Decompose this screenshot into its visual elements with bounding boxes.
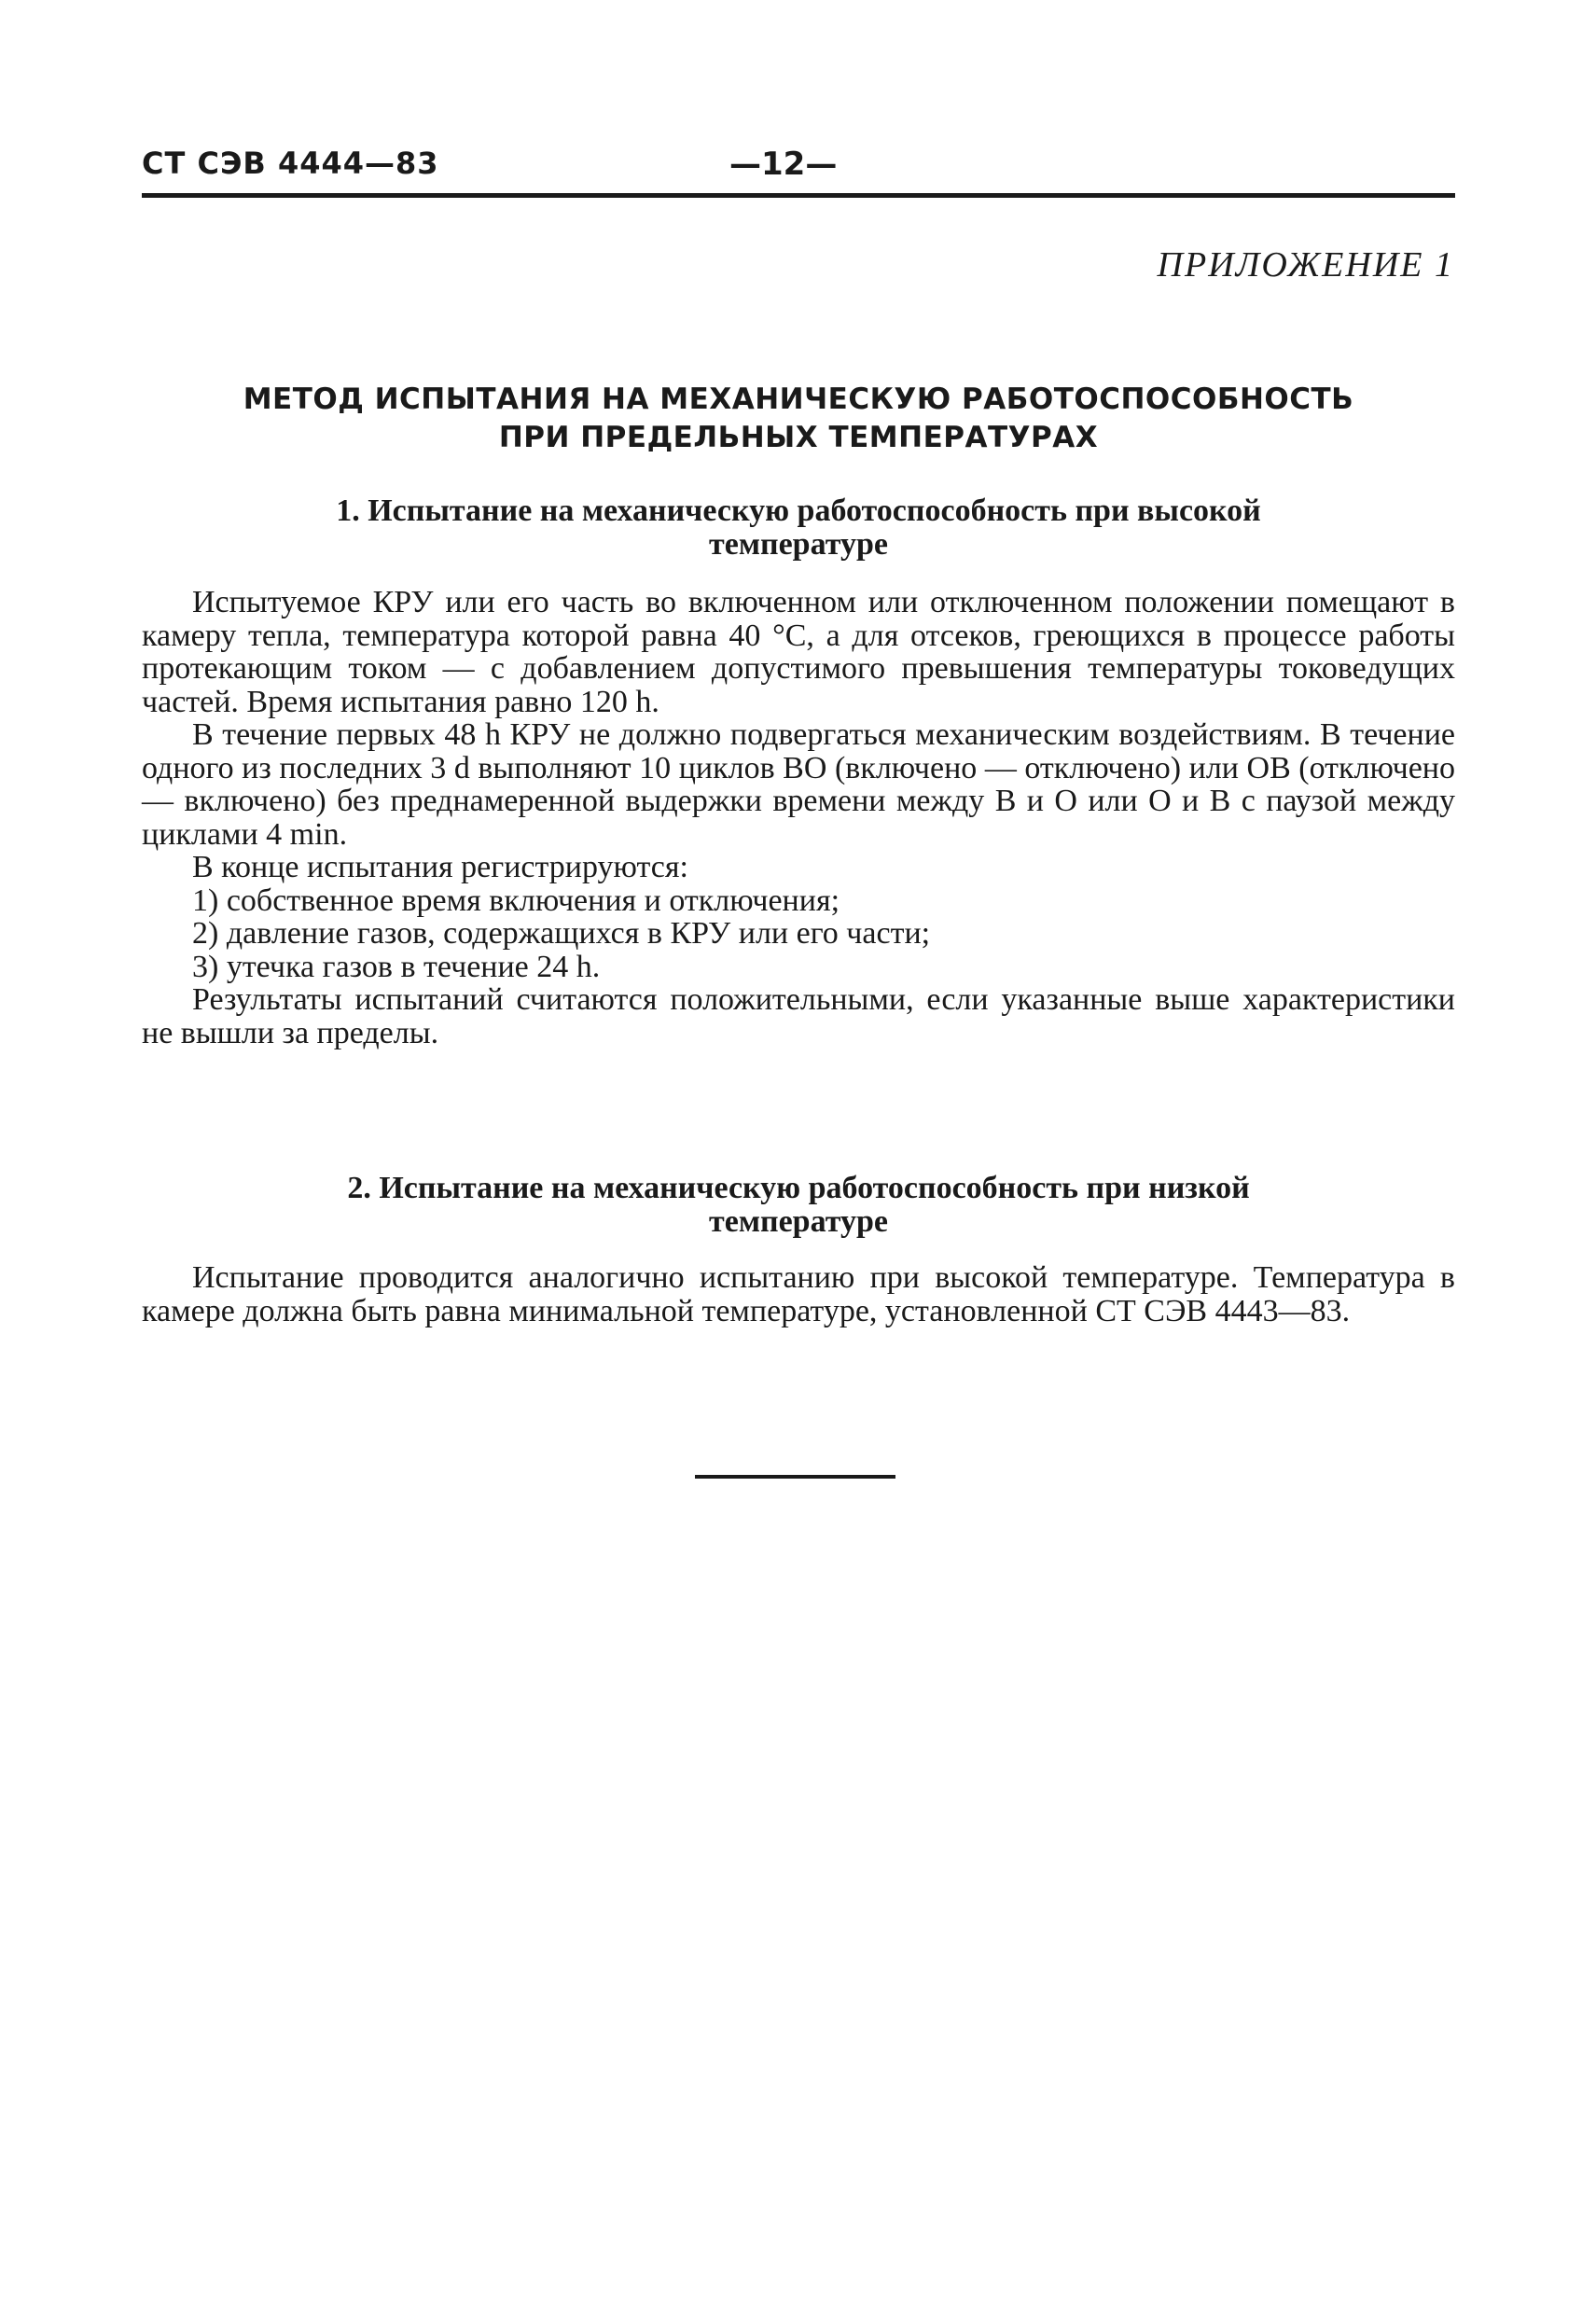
- section1-body: [142, 586, 1455, 1049]
- page-number: —12—: [729, 146, 838, 183]
- list-item: 1) собственное время включения и отключения;: [192, 882, 840, 918]
- list-item: 3) утечка газов в течение 24 h.: [192, 949, 601, 984]
- section1-title-line1: 1. Испытание на механическую работоспособность при высокой: [336, 493, 1261, 528]
- section1-paragraph-2: В течение первых 48 h КРУ не должно подвергаться механическим воздействиям. В течение одного из последних 3 d выполняют 10 циклов ВО (включено — отключено) или ОВ (отключено — включено) без преднамеренной выдержки времени между В и О или О и В с паузой между циклами 4 min.: [142, 717, 1455, 852]
- header-divider: [142, 193, 1455, 198]
- main-title: [142, 381, 1455, 457]
- appendix-label: ПРИЛОЖЕНИЕ 1: [1157, 245, 1454, 285]
- registered-parameters-list: [142, 884, 1455, 984]
- section1-title: [142, 494, 1455, 562]
- section1-title-line2: температуре: [709, 527, 888, 562]
- document-code: СТ СЭВ 4444—83: [142, 146, 439, 181]
- list-item: 2) давление газов, содержащихся в КРУ или его части;: [192, 916, 931, 951]
- section2-title: [142, 1172, 1455, 1239]
- section1-paragraph-3: В конце испытания регистрируются:: [192, 850, 688, 884]
- section2-title-line2: температуре: [709, 1204, 888, 1239]
- section1-paragraph-1: Испытуемое КРУ или его часть во включенном или отключенном положении помещают в камеру тепла, температура которой равна 40 °С, а для отсеков, греющихся в процессе работы протекающим током — с добавлением допустимого превышения температуры токоведущих частей. Время испытания равно 120 h.: [142, 585, 1455, 719]
- section2-body: [142, 1261, 1455, 1327]
- end-divider: [695, 1475, 895, 1479]
- main-title-line1: МЕТОД ИСПЫТАНИЯ НА МЕХАНИЧЕСКУЮ РАБОТОСПОСОБНОСТЬ: [243, 382, 1354, 416]
- section2-paragraph-1: Испытание проводится аналогично испытанию при высокой температуре. Температура в камере должна быть равна минимальной температуре, установленной СТ СЭВ 4443—83.: [142, 1260, 1455, 1328]
- main-title-line2: ПРИ ПРЕДЕЛЬНЫХ ТЕМПЕРАТУРАХ: [498, 421, 1099, 454]
- page-header: [142, 146, 1455, 192]
- section1-paragraph-4: Результаты испытаний считаются положительными, если указанные выше характеристики не вышли за пределы.: [142, 982, 1455, 1050]
- section2-title-line1: 2. Испытание на механическую работоспособность при низкой: [347, 1171, 1250, 1205]
